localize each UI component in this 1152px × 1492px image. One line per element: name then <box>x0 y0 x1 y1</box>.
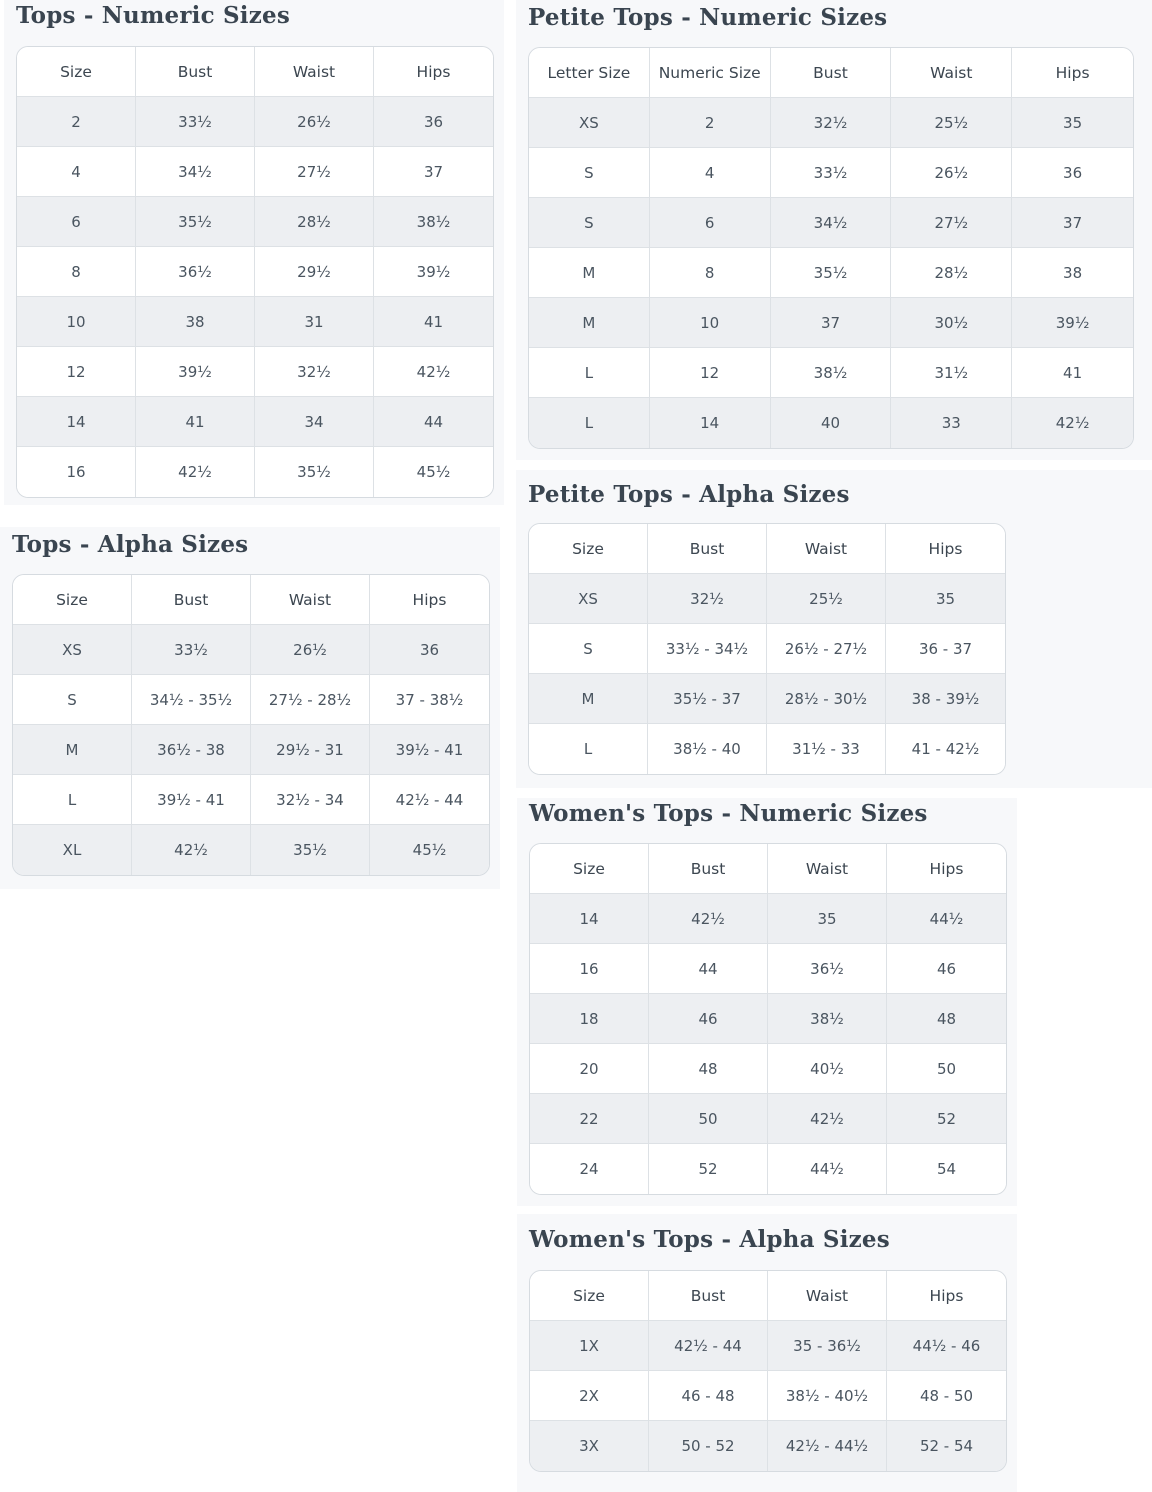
table-cell: 44½ - 46 <box>887 1321 1006 1371</box>
column-header: Size <box>530 844 649 894</box>
table-cell: 40½ <box>768 1044 887 1094</box>
table-cell: 14 <box>530 894 649 944</box>
table-row <box>529 398 1133 448</box>
table-cell: 34½ - 35½ <box>132 675 251 725</box>
table-cell: 42½ <box>132 825 251 875</box>
table-cell: 35½ <box>255 447 374 497</box>
table-row <box>13 675 489 725</box>
table-cell: L <box>529 348 650 398</box>
table-cell: 33½ <box>132 625 251 675</box>
column-header: Waist <box>891 48 1012 98</box>
table-cell: 16 <box>17 447 136 497</box>
tops-alpha-title: Tops - Alpha Sizes <box>12 531 249 558</box>
table-cell: M <box>529 298 650 348</box>
table-cell: 48 <box>649 1044 768 1094</box>
table-cell: 38½ - 40 <box>648 724 767 774</box>
table-cell: 31½ - 33 <box>767 724 886 774</box>
table-cell: 36 <box>370 625 489 675</box>
column-header: Waist <box>768 1271 887 1321</box>
table-cell: 46 - 48 <box>649 1371 768 1421</box>
table-cell: 28½ - 30½ <box>767 674 886 724</box>
table-row <box>17 147 493 197</box>
table-cell: 45½ <box>370 825 489 875</box>
table-cell: 38½ <box>771 348 892 398</box>
table-cell: 35½ <box>251 825 370 875</box>
tops-numeric-table <box>16 46 494 498</box>
table-row <box>530 944 1006 994</box>
table-cell: 26½ <box>251 625 370 675</box>
table-cell: 33½ - 34½ <box>648 624 767 674</box>
table-cell: 42½ <box>649 894 768 944</box>
table-row <box>17 297 493 347</box>
petite-numeric-title: Petite Tops - Numeric Sizes <box>528 4 888 31</box>
petite-alpha-table <box>528 523 1006 775</box>
table-cell: 46 <box>887 944 1006 994</box>
column-header: Bust <box>649 1271 768 1321</box>
table-cell: 14 <box>17 397 136 447</box>
table-cell: 44½ <box>768 1144 887 1194</box>
column-header: Hips <box>374 47 493 97</box>
table-cell: 35½ <box>771 248 892 298</box>
table-cell: 36 <box>1012 148 1133 198</box>
table-cell: 39½ <box>136 347 255 397</box>
table-cell: 46 <box>649 994 768 1044</box>
table-row <box>530 1094 1006 1144</box>
header-row <box>530 1271 1006 1321</box>
table-cell: 8 <box>17 247 136 297</box>
table-cell: L <box>529 724 648 774</box>
table-row <box>529 674 1005 724</box>
table-cell: 25½ <box>891 98 1012 148</box>
table-cell: 44½ <box>887 894 1006 944</box>
table-row <box>529 98 1133 148</box>
table-cell: 37 <box>1012 198 1133 248</box>
table-cell: 32½ <box>648 574 767 624</box>
table-cell: 44 <box>649 944 768 994</box>
womens-numeric-panel <box>517 798 1017 1206</box>
table-cell: XS <box>529 574 648 624</box>
table-row <box>13 625 489 675</box>
table-row <box>529 248 1133 298</box>
table-row <box>530 894 1006 944</box>
womens-numeric-title: Women's Tops - Numeric Sizes <box>529 800 928 827</box>
table-cell: 16 <box>530 944 649 994</box>
table-cell: 39½ <box>374 247 493 297</box>
table-cell: 26½ - 27½ <box>767 624 886 674</box>
table-cell: 33½ <box>136 97 255 147</box>
table-cell: 42½ <box>768 1094 887 1144</box>
table-cell: 42½ - 44½ <box>768 1421 887 1471</box>
table-cell: 48 <box>887 994 1006 1044</box>
table-cell: 52 <box>887 1094 1006 1144</box>
womens-alpha-table <box>529 1270 1007 1472</box>
table-cell: 36 - 37 <box>886 624 1005 674</box>
column-header: Waist <box>767 524 886 574</box>
table-cell: 31½ <box>891 348 1012 398</box>
table-cell: 35½ - 37 <box>648 674 767 724</box>
table-row <box>530 994 1006 1044</box>
column-header: Bust <box>136 47 255 97</box>
table-cell: 32½ <box>771 98 892 148</box>
table-cell: S <box>529 624 648 674</box>
table-cell: M <box>529 248 650 298</box>
table-cell: 42½ - 44 <box>649 1321 768 1371</box>
table-cell: 41 <box>374 297 493 347</box>
column-header: Bust <box>649 844 768 894</box>
column-header: Bust <box>771 48 892 98</box>
table-cell: 6 <box>650 198 771 248</box>
table-cell: 52 - 54 <box>887 1421 1006 1471</box>
table-cell: 50 <box>649 1094 768 1144</box>
table-cell: 36½ <box>136 247 255 297</box>
table-cell: 34½ <box>771 198 892 248</box>
table-cell: 40 <box>771 398 892 448</box>
column-header: Hips <box>370 575 489 625</box>
table-cell: 10 <box>17 297 136 347</box>
table-cell: 54 <box>887 1144 1006 1194</box>
column-header: Size <box>530 1271 649 1321</box>
column-header: Waist <box>768 844 887 894</box>
womens-alpha-panel <box>517 1214 1017 1492</box>
table-cell: 41 <box>1012 348 1133 398</box>
table-cell: 45½ <box>374 447 493 497</box>
table-row <box>529 198 1133 248</box>
table-cell: 12 <box>17 347 136 397</box>
table-row <box>529 348 1133 398</box>
column-header: Size <box>529 524 648 574</box>
column-header: Bust <box>132 575 251 625</box>
table-row <box>530 1421 1006 1471</box>
table-row <box>529 724 1005 774</box>
tops-alpha-panel <box>0 527 500 889</box>
column-header: Size <box>17 47 136 97</box>
table-cell: 28½ <box>255 197 374 247</box>
tops-numeric-panel <box>4 0 504 505</box>
table-cell: 35 <box>1012 98 1133 148</box>
table-cell: 42½ <box>1012 398 1133 448</box>
table-cell: 42½ <box>374 347 493 397</box>
table-cell: 14 <box>650 398 771 448</box>
table-cell: 44 <box>374 397 493 447</box>
table-cell: 52 <box>649 1144 768 1194</box>
table-cell: 34 <box>255 397 374 447</box>
table-cell: 27½ <box>891 198 1012 248</box>
table-cell: 32½ - 34 <box>251 775 370 825</box>
table-cell: 31 <box>255 297 374 347</box>
table-cell: L <box>13 775 132 825</box>
column-header: Hips <box>886 524 1005 574</box>
table-cell: 38 - 39½ <box>886 674 1005 724</box>
table-cell: 41 - 42½ <box>886 724 1005 774</box>
table-cell: 26½ <box>255 97 374 147</box>
table-cell: 27½ - 28½ <box>251 675 370 725</box>
column-header: Waist <box>255 47 374 97</box>
table-cell: 48 - 50 <box>887 1371 1006 1421</box>
table-cell: 38½ - 40½ <box>768 1371 887 1421</box>
table-row <box>17 197 493 247</box>
womens-alpha-title: Women's Tops - Alpha Sizes <box>529 1226 890 1253</box>
table-row <box>13 775 489 825</box>
table-row <box>17 447 493 497</box>
table-cell: 6 <box>17 197 136 247</box>
column-header: Bust <box>648 524 767 574</box>
table-cell: 35 <box>768 894 887 944</box>
table-cell: S <box>13 675 132 725</box>
column-header: Size <box>13 575 132 625</box>
table-cell: 4 <box>650 148 771 198</box>
table-cell: 8 <box>650 248 771 298</box>
table-cell: 33 <box>891 398 1012 448</box>
table-cell: 26½ <box>891 148 1012 198</box>
column-header: Waist <box>251 575 370 625</box>
table-cell: 42½ <box>136 447 255 497</box>
table-row <box>529 624 1005 674</box>
header-row <box>529 524 1005 574</box>
table-cell: 1X <box>530 1321 649 1371</box>
table-cell: 36½ - 38 <box>132 725 251 775</box>
table-cell: 38 <box>136 297 255 347</box>
table-cell: 29½ - 31 <box>251 725 370 775</box>
header-row <box>13 575 489 625</box>
table-cell: 36 <box>374 97 493 147</box>
petite-numeric-panel <box>516 0 1152 460</box>
table-cell: M <box>13 725 132 775</box>
table-cell: 35 <box>886 574 1005 624</box>
table-cell: 38 <box>1012 248 1133 298</box>
table-cell: 28½ <box>891 248 1012 298</box>
table-cell: 22 <box>530 1094 649 1144</box>
table-cell: 27½ <box>255 147 374 197</box>
table-row <box>530 1371 1006 1421</box>
table-cell: 50 - 52 <box>649 1421 768 1471</box>
table-cell: XL <box>13 825 132 875</box>
table-cell: 25½ <box>767 574 886 624</box>
column-header: Hips <box>887 844 1006 894</box>
header-row <box>529 48 1133 98</box>
table-cell: 4 <box>17 147 136 197</box>
table-cell: 37 <box>771 298 892 348</box>
table-cell: 39½ <box>1012 298 1133 348</box>
table-cell: 10 <box>650 298 771 348</box>
table-row <box>17 397 493 447</box>
table-row <box>529 148 1133 198</box>
table-row <box>530 1144 1006 1194</box>
table-cell: 2 <box>650 98 771 148</box>
column-header: Numeric Size <box>650 48 771 98</box>
table-row <box>530 1044 1006 1094</box>
table-cell: S <box>529 148 650 198</box>
table-cell: 42½ - 44 <box>370 775 489 825</box>
table-row <box>17 247 493 297</box>
table-cell: 35 - 36½ <box>768 1321 887 1371</box>
table-cell: 34½ <box>136 147 255 197</box>
table-cell: 39½ - 41 <box>370 725 489 775</box>
table-cell: 33½ <box>771 148 892 198</box>
table-cell: 37 - 38½ <box>370 675 489 725</box>
table-row <box>17 97 493 147</box>
table-cell: 36½ <box>768 944 887 994</box>
table-cell: 3X <box>530 1421 649 1471</box>
table-cell: L <box>529 398 650 448</box>
table-cell: 38½ <box>374 197 493 247</box>
petite-alpha-panel <box>516 470 1152 788</box>
table-cell: 39½ - 41 <box>132 775 251 825</box>
table-row <box>530 1321 1006 1371</box>
table-cell: 50 <box>887 1044 1006 1094</box>
table-cell: 41 <box>136 397 255 447</box>
table-cell: 32½ <box>255 347 374 397</box>
womens-numeric-table <box>529 843 1007 1195</box>
table-cell: 2X <box>530 1371 649 1421</box>
table-cell: 18 <box>530 994 649 1044</box>
table-row <box>529 298 1133 348</box>
table-cell: M <box>529 674 648 724</box>
table-cell: 37 <box>374 147 493 197</box>
header-row <box>530 844 1006 894</box>
table-cell: XS <box>13 625 132 675</box>
table-cell: 35½ <box>136 197 255 247</box>
table-cell: 2 <box>17 97 136 147</box>
column-header: Letter Size <box>529 48 650 98</box>
petite-numeric-table <box>528 47 1134 449</box>
column-header: Hips <box>1012 48 1133 98</box>
table-row <box>13 725 489 775</box>
header-row <box>17 47 493 97</box>
table-row <box>17 347 493 397</box>
table-cell: 20 <box>530 1044 649 1094</box>
table-cell: 38½ <box>768 994 887 1044</box>
table-cell: S <box>529 198 650 248</box>
tops-numeric-title: Tops - Numeric Sizes <box>16 2 290 29</box>
table-cell: XS <box>529 98 650 148</box>
column-header: Hips <box>887 1271 1006 1321</box>
petite-alpha-title: Petite Tops - Alpha Sizes <box>528 481 850 508</box>
table-row <box>529 574 1005 624</box>
tops-alpha-table <box>12 574 490 876</box>
table-row <box>13 825 489 875</box>
table-cell: 29½ <box>255 247 374 297</box>
table-cell: 30½ <box>891 298 1012 348</box>
table-cell: 24 <box>530 1144 649 1194</box>
table-cell: 12 <box>650 348 771 398</box>
